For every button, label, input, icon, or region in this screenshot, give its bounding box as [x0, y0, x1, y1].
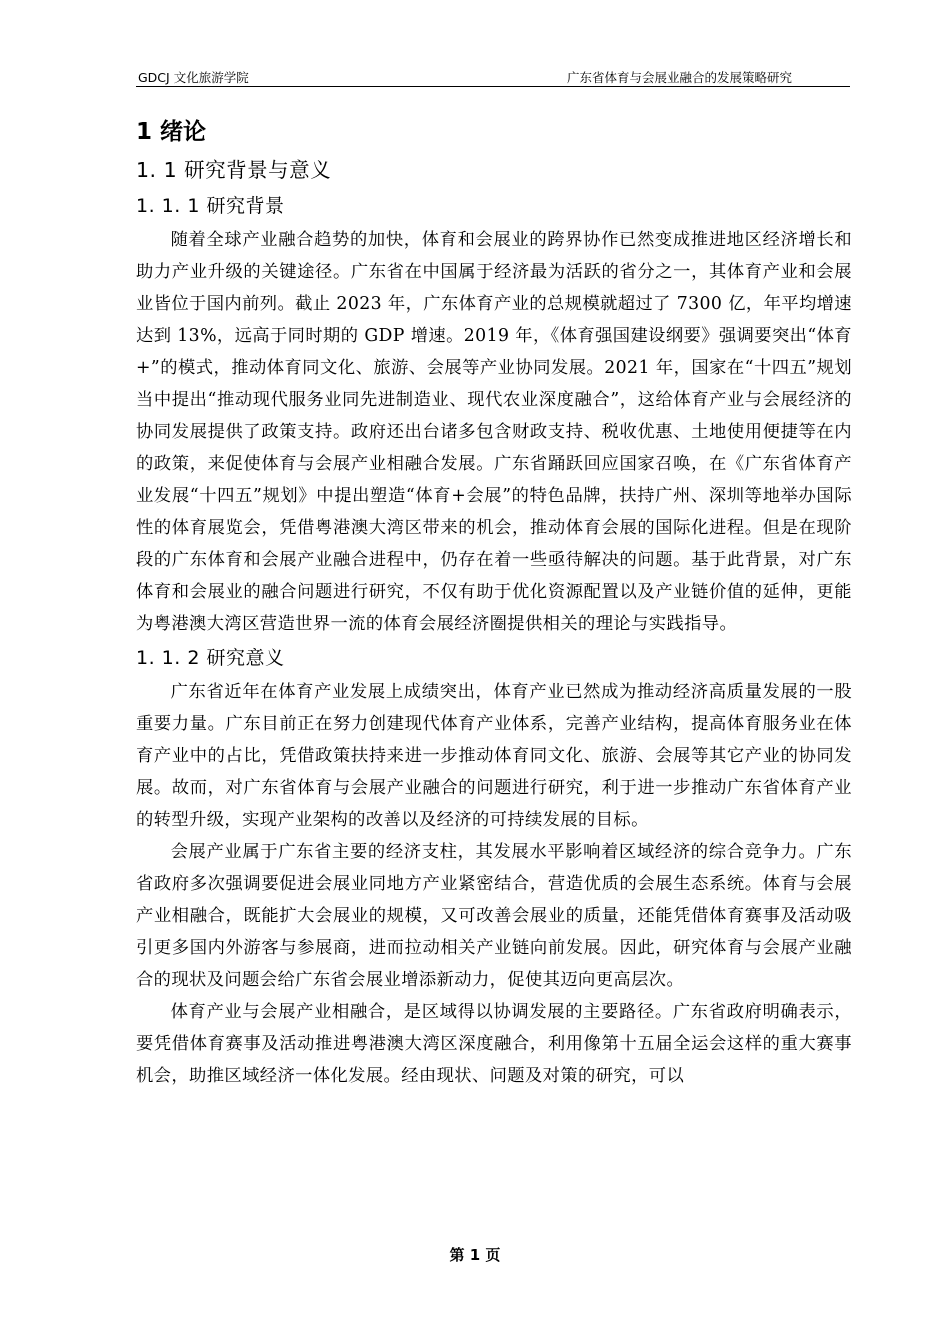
header-left-text: GDCJ 文化旅游学院: [138, 70, 249, 85]
section-heading: 1. 1 研究背景与意义: [136, 158, 332, 182]
paragraph-background: 随着全球产业融合趋势的加快，体育和会展业的跨界协作已然变成推进地区经济增长和助力产业升级的关键途径。广东省在中国属于经济最为活跃的省分之一，其体育产业和会展业皆位于国内前列。截止 2023 年，广东体育产业的总规模就超过了 7300 亿，年平均增速达到 13%，远高于同时期的 GDP 增速。2019 年，《体育强国建设纲要》强调要突出“体育+”的模式，推动体育同文化、旅游、会展等产业协同发展。2021 年，国家在“十四五”规划当中提出“推动现代服务业同先进制造业、现代农业深度融合”，这给体育产业与会展经济的协同发展提供了政策支持。政府还出台诸多包含财政支持、税收优惠、土地使用便捷等在内的政策，来促使体育与会展产业相融合发展。广东省踊跃回应国家召唤，在《广东省体育产业发展“十四五”规划》中提出塑造“体育+会展”的特色品牌，扶持广州、深圳等地举办国际性的体育展览会，凭借粤港澳大湾区带来的机会，推动体育会展的国际化进程。但是在现阶段的广东体育和会展产业融合进程中，仍存在着一些亟待解决的问题。基于此背景，对广东体育和会展业的融合问题进行研究，不仅有助于优化资源配置以及产业链价值的延伸，更能为粤港澳大湾区营造世界一流的体育会展经济圈提供相关的理论与实践指导。: [136, 230, 852, 634]
subsection-heading-background: 1. 1. 1 研究背景: [136, 195, 285, 217]
chapter-title: 1 绪论: [136, 119, 207, 145]
paragraph-significance-3: 体育产业与会展产业相融合，是区域得以协调发展的主要路径。广东省政府明确表示，要凭借体育赛事及活动推进粤港澳大湾区深度融合，利用像第十五届全运会这样的重大赛事机会，助推区域经济一体化发展。经由现状、问题及对策的研究，可以: [136, 1002, 852, 1086]
paragraph-significance-1: 广东省近年在体育产业发展上成绩突出，体育产业已然成为推动经济高质量发展的一股重要力量。广东目前正在努力创建现代体育产业体系，完善产业结构，提高体育服务业在体育产业中的占比，凭借政策扶持来进一步推动体育同文化、旅游、会展等其它产业的协同发展。故而，对广东省体育与会展产业融合的问题进行研究，利于进一步推动广东省体育产业的转型升级，实现产业架构的改善以及经济的可持续发展的目标。: [136, 682, 852, 830]
page-number: 第 1 页: [449, 1246, 501, 1264]
paragraph-significance-2: 会展产业属于广东省主要的经济支柱，其发展水平影响着区域经济的综合竞争力。广东省政府多次强调要促进会展业同地方产业紧密结合，营造优质的会展生态系统。体育与会展产业相融合，既能扩大会展业的规模，又可改善会展业的质量，还能凭借体育赛事及活动吸引更多国内外游客与参展商，进而拉动相关产业链向前发展。因此，研究体育与会展产业融合的现状及问题会给广东省会展业增添新动力，促使其迈向更高层次。: [136, 842, 852, 990]
subsection-heading-significance: 1. 1. 2 研究意义: [136, 647, 285, 669]
document-body: [136, 112, 852, 1092]
header-right-text: 广东省体育与会展业融合的发展策略研究: [566, 70, 792, 85]
page-header: [136, 66, 850, 87]
